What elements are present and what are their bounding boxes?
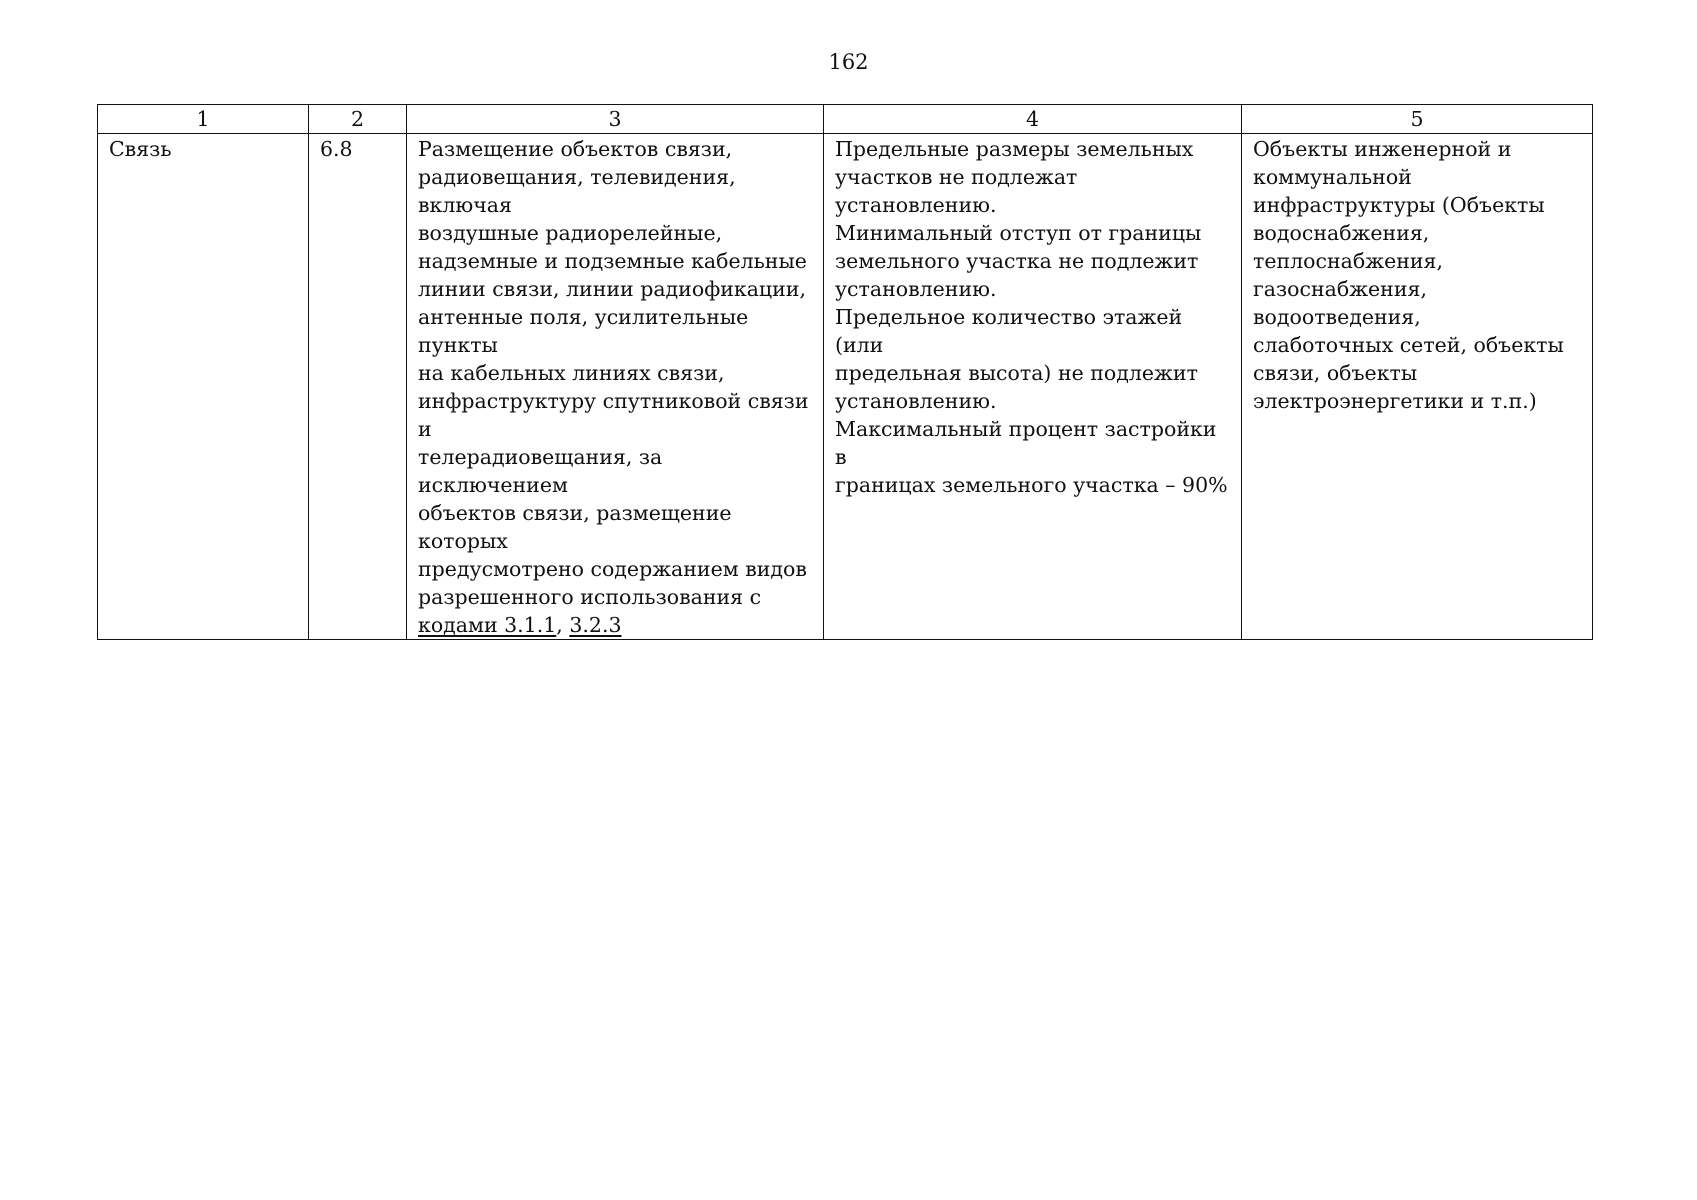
- header-col-1: 1: [98, 105, 309, 134]
- zoning-table: [97, 104, 1593, 640]
- construction-parameters: [824, 134, 1242, 640]
- use-type-description: [407, 134, 824, 640]
- auxiliary-line: теплоснабжения,: [1253, 249, 1443, 273]
- code-link-3-1-1[interactable]: кодами 3.1.1: [418, 613, 557, 637]
- parameters-line: земельного участка не подлежит: [835, 249, 1199, 273]
- code-link-3-2-3[interactable]: 3.2.3: [569, 613, 622, 637]
- parameters-line: установлению.: [835, 277, 997, 301]
- parameters-line: Предельное количество этажей (или: [835, 305, 1183, 357]
- description-line: телерадиовещания, за исключением: [418, 445, 663, 497]
- table-header-row: [98, 105, 1593, 134]
- parameters-line: предельная высота) не подлежит: [835, 361, 1198, 385]
- auxiliary-line: коммунальной: [1253, 165, 1412, 189]
- header-col-2: 2: [309, 105, 407, 134]
- header-col-4: 4: [824, 105, 1242, 134]
- description-links-line: [418, 611, 817, 639]
- auxiliary-line: инфраструктуры (Объекты: [1253, 193, 1545, 217]
- description-line: объектов связи, размещение которых: [418, 501, 732, 553]
- parameters-line: установлению.: [835, 389, 997, 413]
- description-line: надземные и подземные кабельные: [418, 249, 807, 273]
- auxiliary-line: слаботочных сетей, объекты: [1253, 333, 1564, 357]
- header-col-5: 5: [1242, 105, 1593, 134]
- auxiliary-line: газоснабжения, водоотведения,: [1253, 277, 1427, 329]
- link-separator: ,: [556, 613, 570, 637]
- description-line: разрешенного использования с: [418, 585, 762, 609]
- description-line: инфраструктуру спутниковой связи и: [418, 389, 809, 441]
- page-number: 162: [828, 50, 869, 74]
- description-line: радиовещания, телевидения, включая: [418, 165, 736, 217]
- parameters-line: Предельные размеры земельных: [835, 137, 1194, 161]
- table-row: [98, 134, 1593, 640]
- description-line: антенные поля, усилительные пункты: [418, 305, 749, 357]
- use-type-code: 6.8: [309, 134, 407, 640]
- use-type-name: Связь: [98, 134, 309, 640]
- parameters-line: участков не подлежат установлению.: [835, 165, 1078, 217]
- description-line: предусмотрено содержанием видов: [418, 557, 807, 581]
- header-col-3: 3: [407, 105, 824, 134]
- auxiliary-line: электроэнергетики и т.п.): [1253, 389, 1537, 413]
- parameters-line: границах земельного участка – 90%: [835, 473, 1228, 497]
- description-line: воздушные радиорелейные,: [418, 221, 723, 245]
- description-line: линии связи, линии радиофикации,: [418, 277, 806, 301]
- auxiliary-line: водоснабжения,: [1253, 221, 1430, 245]
- auxiliary-line: Объекты инженерной и: [1253, 137, 1512, 161]
- parameters-line: Максимальный процент застройки в: [835, 417, 1217, 469]
- description-line: на кабельных линиях связи,: [418, 361, 725, 385]
- description-line: Размещение объектов связи,: [418, 137, 733, 161]
- auxiliary-uses: [1242, 134, 1593, 640]
- auxiliary-line: связи, объекты: [1253, 361, 1418, 385]
- parameters-line: Минимальный отступ от границы: [835, 221, 1202, 245]
